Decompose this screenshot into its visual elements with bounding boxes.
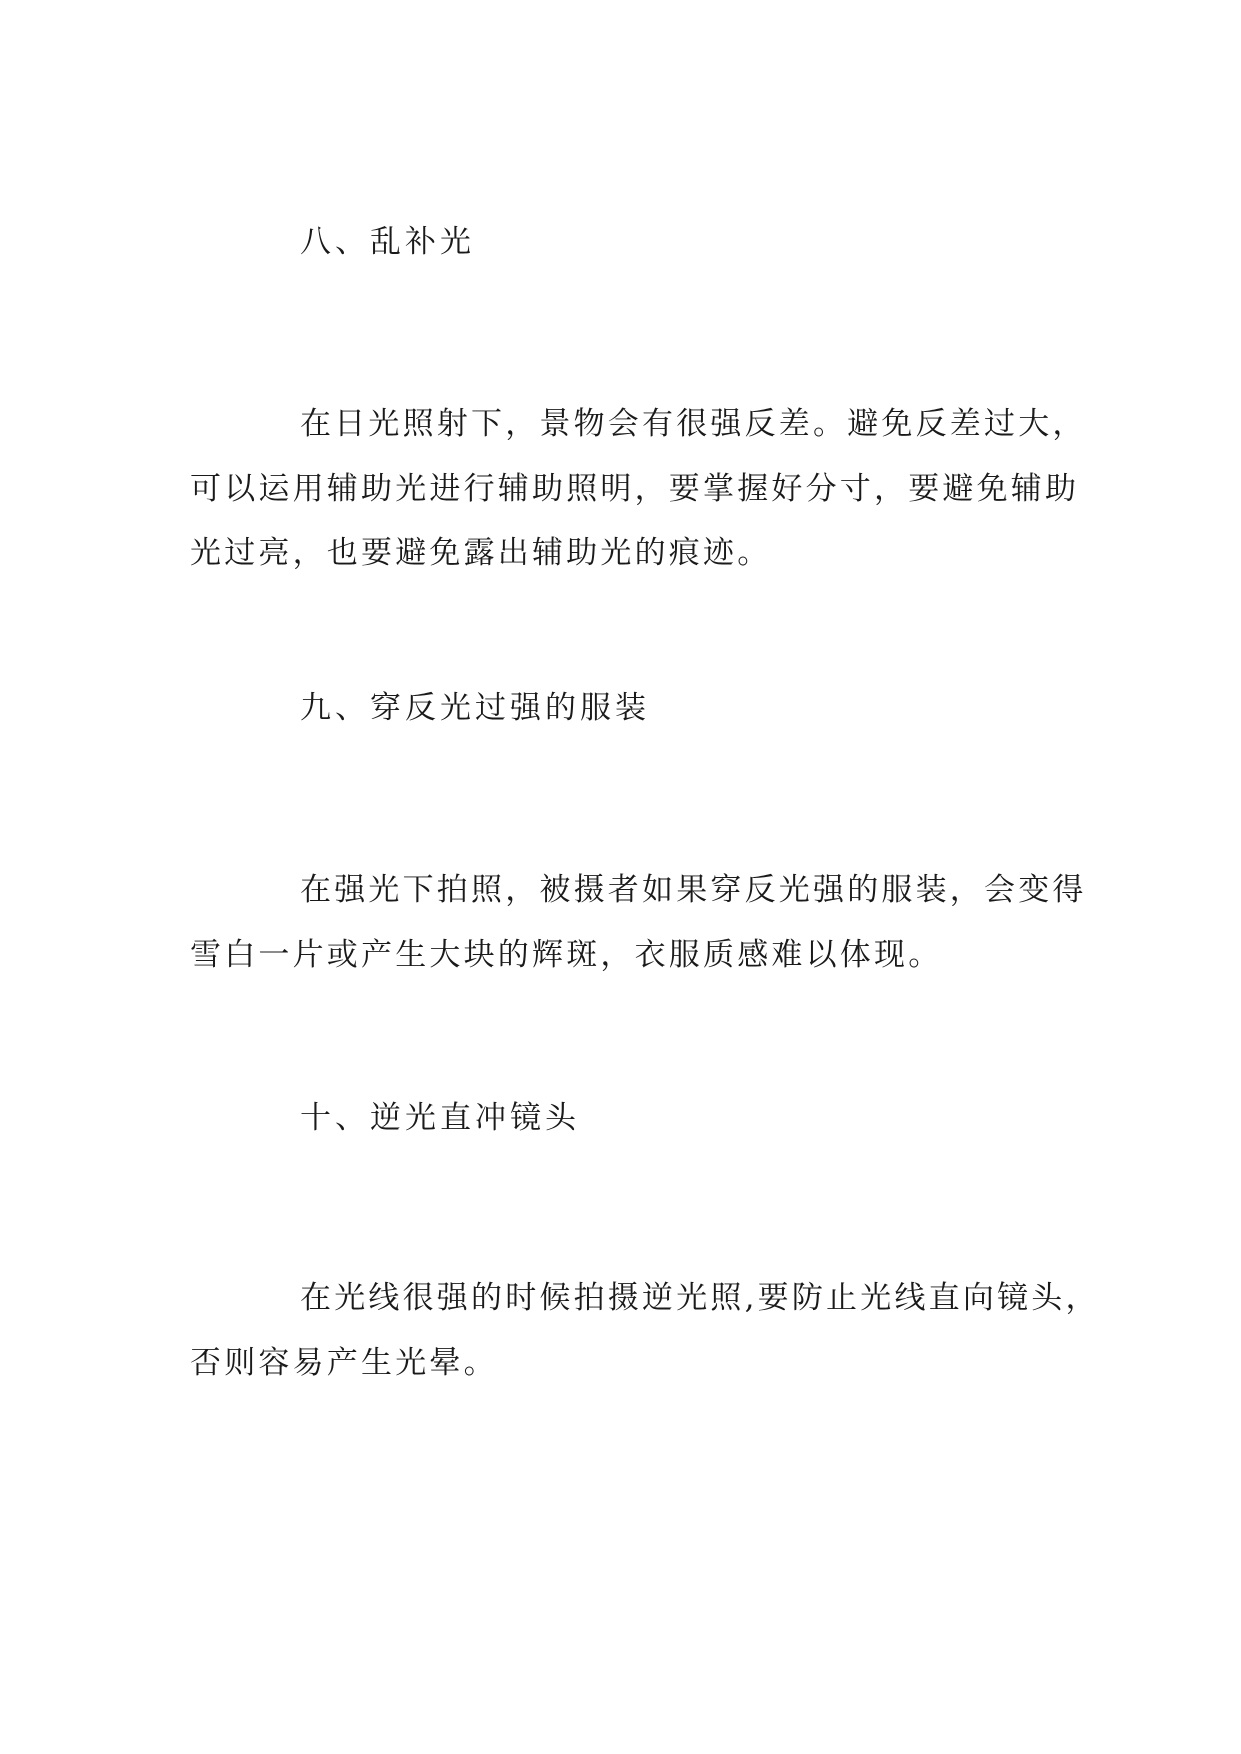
paragraph-line: 在强光下拍照，被摄者如果穿反光强的服装，会变得 bbox=[300, 872, 1087, 908]
paragraph-line: 光过亮，也要避免露出辅助光的痕迹。 bbox=[190, 535, 772, 571]
section-heading: 九、穿反光过强的服装 bbox=[300, 690, 650, 726]
section-paragraph bbox=[190, 858, 1087, 987]
section-heading: 十、逆光直冲镜头 bbox=[300, 1100, 580, 1136]
section-paragraph bbox=[190, 392, 1087, 586]
paragraph-line: 可以运用辅助光进行辅助照明，要掌握好分寸，要避免辅助 bbox=[190, 470, 1080, 507]
section-paragraph bbox=[190, 1266, 1100, 1395]
paragraph-line: 在日光照射下，景物会有很强反差。避免反差过大， bbox=[300, 406, 1087, 442]
paragraph-line: 在光线很强的时候拍摄逆光照,要防止光线直向镜头， bbox=[300, 1280, 1100, 1316]
section-heading: 八、乱补光 bbox=[300, 224, 475, 260]
paragraph-line: 否则容易产生光晕。 bbox=[190, 1344, 498, 1381]
paragraph-line: 雪白一片或产生大块的辉斑，衣服质感难以体现。 bbox=[190, 936, 943, 973]
